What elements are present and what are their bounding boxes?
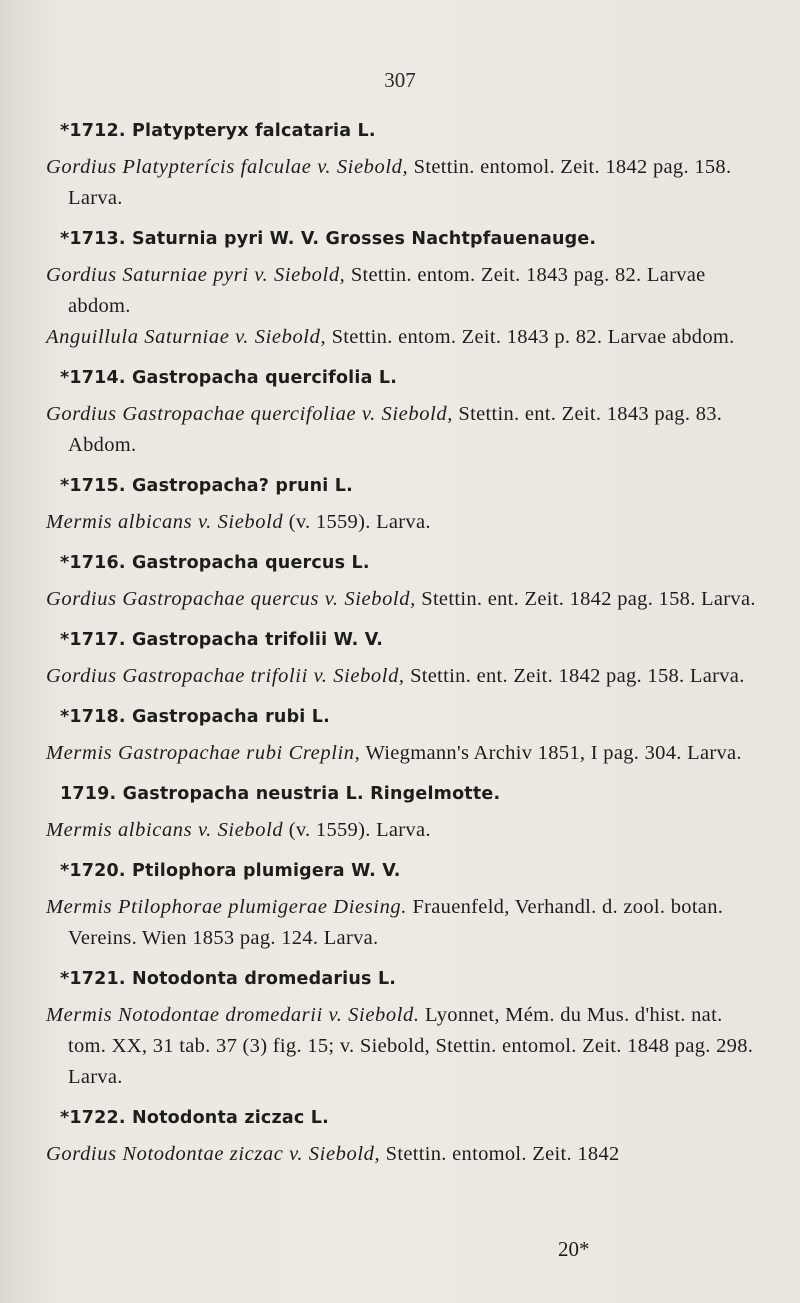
entry-reference <box>46 507 756 538</box>
citation-text: Stettin. ent. Zeit. 1843 pag. 83. Abdom. <box>68 403 723 456</box>
entry-heading: *1716. Gastropacha quercus L. <box>60 553 370 573</box>
citation-text: (v. 1559). Larva. <box>283 819 431 841</box>
species-name: Gordius Platypterícis falculae v. Siebold, <box>46 156 409 178</box>
entry-list <box>46 118 756 1182</box>
entry <box>46 704 756 769</box>
entry-heading: *1714. Gastropacha quercifolia L. <box>60 368 398 388</box>
entry-reference <box>46 815 756 846</box>
entry <box>46 118 756 214</box>
citation-text: Stettin. ent. Zeit. 1842 pag. 158. Larva. <box>415 588 756 610</box>
citation-text: Stettin. entomol. Zeit. 1842 pag. 158. Larva. <box>68 156 732 209</box>
entry-heading: *1712. Platypteryx falcataria L. <box>60 121 376 141</box>
entry <box>46 966 756 1093</box>
citation-text: Stettin. ent. Zeit. 1842 pag. 158. Larva. <box>404 665 745 687</box>
entry-heading: *1721. Notodonta dromedarius L. <box>60 969 397 989</box>
species-name: Gordius Notodontae ziczac v. Siebold, <box>46 1143 381 1165</box>
signature-mark: 20* <box>558 1237 590 1261</box>
entry-reference <box>46 661 756 692</box>
species-name: Mermis Notodontae dromedarii v. Siebold. <box>46 1004 420 1026</box>
entry-reference <box>46 738 756 769</box>
species-name: Gordius Saturniae pyri v. Siebold, <box>46 264 346 286</box>
entry-heading: *1720. Ptilophora plumigera W. V. <box>60 861 401 881</box>
species-name: Mermis albicans v. Siebold <box>46 819 284 841</box>
entry-reference <box>46 584 756 615</box>
entry-reference <box>46 260 756 322</box>
species-name: Gordius Gastropachae quercus v. Siebold, <box>46 588 416 610</box>
citation-text: Lyonnet, Mém. du Mus. d'hist. nat. tom. XX, 31 tab. 37 (3) fig. 15; v. Siebold, Stettin. entomol. Zeit. 1848 pag. 298. Larva. <box>68 1004 754 1088</box>
citation-text: Stettin. entom. Zeit. 1843 p. 82. Larvae abdom. <box>326 326 735 348</box>
entry <box>46 781 756 846</box>
entry-reference <box>46 1139 756 1170</box>
species-name: Mermis Gastropachae rubi Creplin, <box>46 742 361 764</box>
entry <box>46 627 756 692</box>
entry-heading: *1715. Gastropacha? pruni L. <box>60 476 353 496</box>
entry-reference <box>46 892 756 954</box>
entry <box>46 365 756 461</box>
entry-heading: *1722. Notodonta ziczac L. <box>60 1108 329 1128</box>
species-name: Mermis Ptilophorae plumigerae Diesing. <box>46 896 408 918</box>
citation-text: Stettin. entom. Zeit. 1843 pag. 82. Larvae abdom. <box>68 264 706 317</box>
species-name: Anguillula Saturniae v. Siebold, <box>46 326 327 348</box>
entry <box>46 226 756 353</box>
species-name: Gordius Gastropachae trifolii v. Siebold, <box>46 665 405 687</box>
citation-text: Stettin. entomol. Zeit. 1842 <box>380 1143 620 1165</box>
entry <box>46 550 756 615</box>
entry-heading: 1719. Gastropacha neustria L. Ringelmotte. <box>60 784 501 804</box>
citation-text: (v. 1559). Larva. <box>283 511 431 533</box>
entry <box>46 473 756 538</box>
entry <box>46 858 756 954</box>
entry-heading: *1717. Gastropacha trifolii W. V. <box>60 630 384 650</box>
entry-heading: *1718. Gastropacha rubi L. <box>60 707 330 727</box>
entry-heading: *1713. Saturnia pyri W. V. Grosses Nachtpfauenauge. <box>60 229 597 249</box>
entry <box>46 1105 756 1170</box>
entry-reference <box>46 1000 756 1093</box>
entry-reference <box>46 399 756 461</box>
entry-reference <box>46 322 756 353</box>
species-name: Mermis albicans v. Siebold <box>46 511 284 533</box>
citation-text: Wiegmann's Archiv 1851, I pag. 304. Larva. <box>360 742 742 764</box>
entry-reference <box>46 152 756 214</box>
citation-text: Frauenfeld, Verhandl. d. zool. botan. Vereins. Wien 1853 pag. 124. Larva. <box>68 896 724 949</box>
species-name: Gordius Gastropachae quercifoliae v. Siebold, <box>46 403 453 425</box>
page-number: 307 <box>384 68 416 92</box>
